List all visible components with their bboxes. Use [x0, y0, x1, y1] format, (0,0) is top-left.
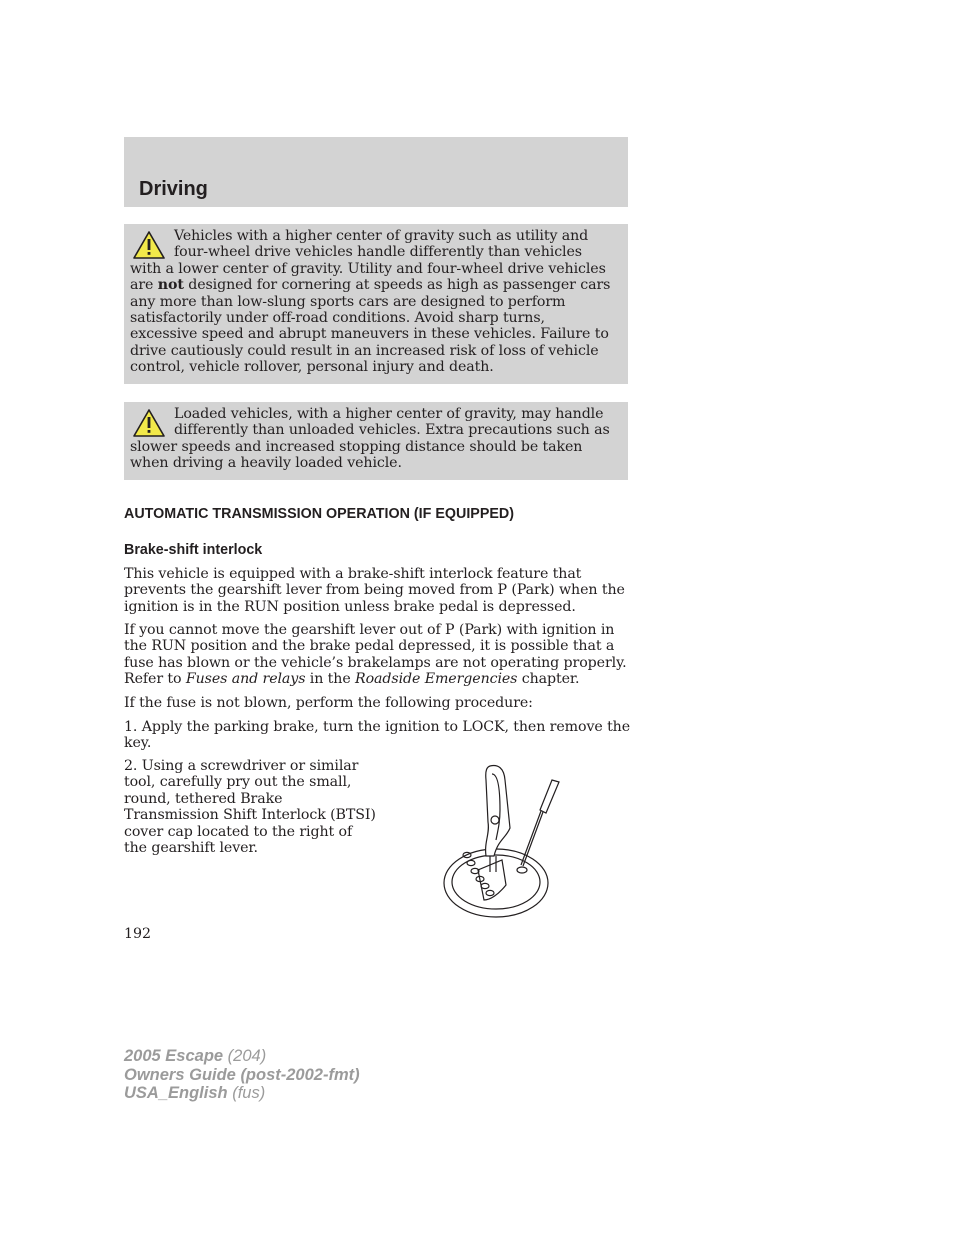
warning-text: Vehicles with a higher center of gravity such as utility and four-wheel drive vehicles handle differently than vehicles with a lower center of gravity. Utility and four-wheel drive vehicles are not designed for cornering at speeds as high as passenger cars any more than low-slung sports cars are designed to perform satisfactorily under off-road conditions. Avoid sharp turns, excessive speed and abrupt maneuvers in these vehicles. Failure to drive cautiously could result in an increased risk of loss of vehicle control, vehicle rollover, personal injury and death. [130, 228, 611, 376]
procedure-step-1: 1. Apply the parking brake, turn the ignition to LOCK, then remove the key. [124, 719, 631, 752]
paragraph-procedure-intro: If the fuse is not blown, perform the following procedure: [124, 695, 533, 711]
paragraph-fuse-check: If you cannot move the gearshift lever out of P (Park) with ignition in the RUN position and the brake pedal depressed, it is possible that a fuse has blown or the vehicle’s brakelamps are not operating properly. Refer to Fuses and relays in the Roadside Emergencies chapter. [124, 622, 627, 688]
page-number: 192 [124, 926, 152, 942]
section-heading: AUTOMATIC TRANSMISSION OPERATION (IF EQUIPPED) [124, 506, 514, 522]
subsection-heading: Brake-shift interlock [124, 542, 263, 558]
warning-box-center-of-gravity [124, 224, 628, 384]
warning-triangle-icon [132, 408, 166, 438]
paragraph-interlock-intro: This vehicle is equipped with a brake-shift interlock feature that prevents the gearshift lever from being moved from P (Park) when the ignition is in the RUN position unless brake pedal is depressed. [124, 566, 625, 615]
section-title: Driving [139, 178, 208, 200]
warning-text: Loaded vehicles, with a higher center of gravity, may handle differently than unloaded vehicles. Extra precautions such as slower speeds and increased stopping distance should be taken when driving a heavily loaded vehicle. [130, 406, 610, 472]
warning-box-loaded-vehicles [124, 402, 628, 480]
footer-line-3: USA_English (fus) [124, 1084, 266, 1102]
gearshift-screwdriver-illustration [440, 760, 560, 922]
document-footer [124, 1047, 360, 1103]
procedure-step-2: 2. Using a screwdriver or similar tool, carefully pry out the small, round, tethered Brake Transmission Shift Interlock (BTSI) cover cap located to the right of the gearshift lever. [124, 758, 376, 857]
footer-line-2: Owners Guide (post-2002-fmt) [124, 1065, 360, 1084]
warning-triangle-icon [132, 230, 166, 260]
footer-line-1: 2005 Escape (204) [124, 1047, 267, 1065]
